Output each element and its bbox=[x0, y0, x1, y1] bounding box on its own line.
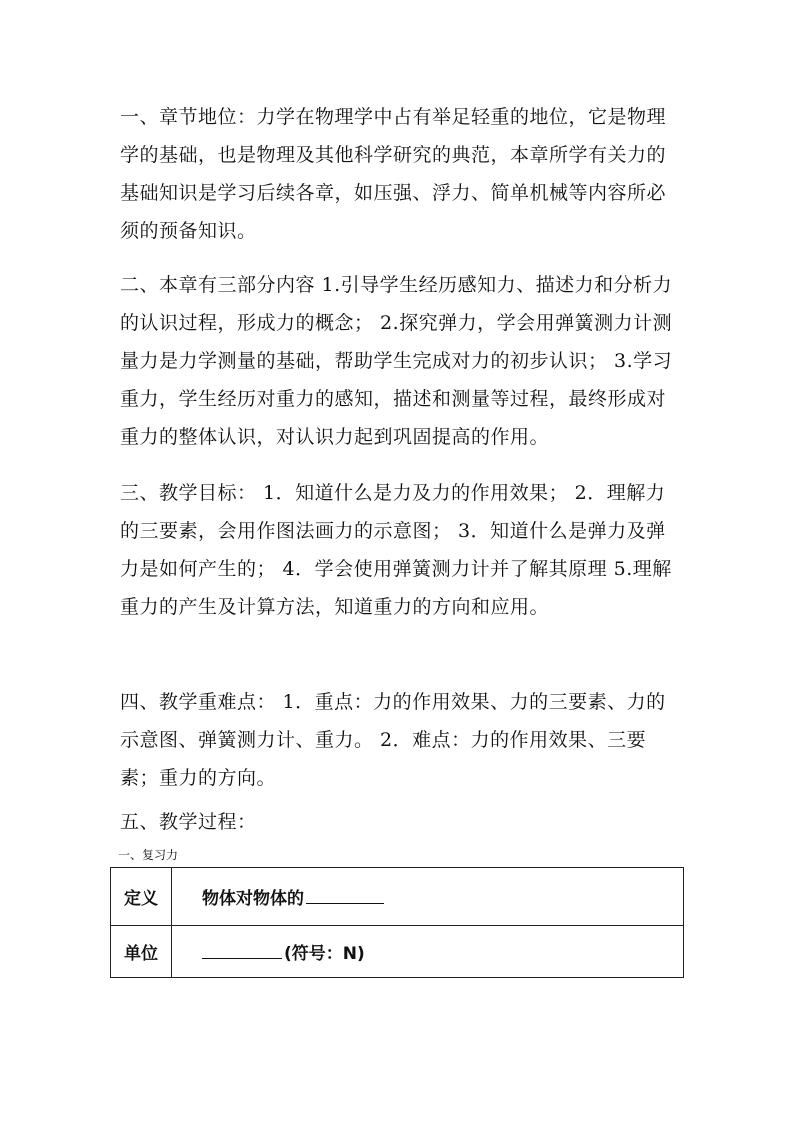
review-table bbox=[110, 867, 684, 978]
unit-symbol-text: (符号：N) bbox=[284, 944, 365, 964]
unit-blank bbox=[202, 958, 282, 959]
definition-text: 物体对物体的 bbox=[202, 889, 304, 909]
unit-label: 单位 bbox=[111, 926, 172, 978]
paragraph-teaching-goals: 三、教学目标： 1．知道什么是力及力的作用效果； 2．理解力的三要素，会用作图法画力的示意图； 3．知道什么是弹力及弹力是如何产生的； 4．学会使用弹簧测力计并了解其原理 5.理解重力的产生及计算方法，知道重力的方向和应用。 bbox=[120, 482, 672, 618]
table-row bbox=[111, 926, 684, 978]
review-section-title: 一、复习力 bbox=[118, 848, 179, 862]
paragraph-key-points: 四、教学重难点： 1．重点：力的作用效果、力的三要素、力的示意图、弹簧测力计、重力。 2．难点：力的作用效果、三要素；重力的方向。 bbox=[120, 691, 666, 789]
unit-cell bbox=[172, 926, 684, 978]
definition-cell bbox=[172, 868, 684, 926]
table-row bbox=[111, 868, 684, 926]
definition-blank bbox=[306, 903, 384, 904]
paragraph-chapter-contents: 二、本章有三部分内容 1.引导学生经历感知力、描述力和分析力的认识过程，形成力的概念； 2.探究弹力，学会用弹簧测力计测量力是力学测量的基础，帮助学生完成对力的初步认识； 3.学习重力，学生经历对重力的感知，描述和测量等过程，最终形成对重力的整体认识，对认识力起到巩固提高的作用。 bbox=[120, 274, 673, 448]
definition-label: 定义 bbox=[111, 868, 172, 926]
paragraph-teaching-process: 五、教学过程： bbox=[120, 811, 257, 833]
paragraph-chapter-position: 一、章节地位：力学在物理学中占有举足轻重的地位，它是物理学的基础，也是物理及其他科学研究的典范，本章所学有关力的基础知识是学习后续各章，如压强、浮力、简单机械等内容所必须的预备知识。 bbox=[120, 106, 667, 242]
